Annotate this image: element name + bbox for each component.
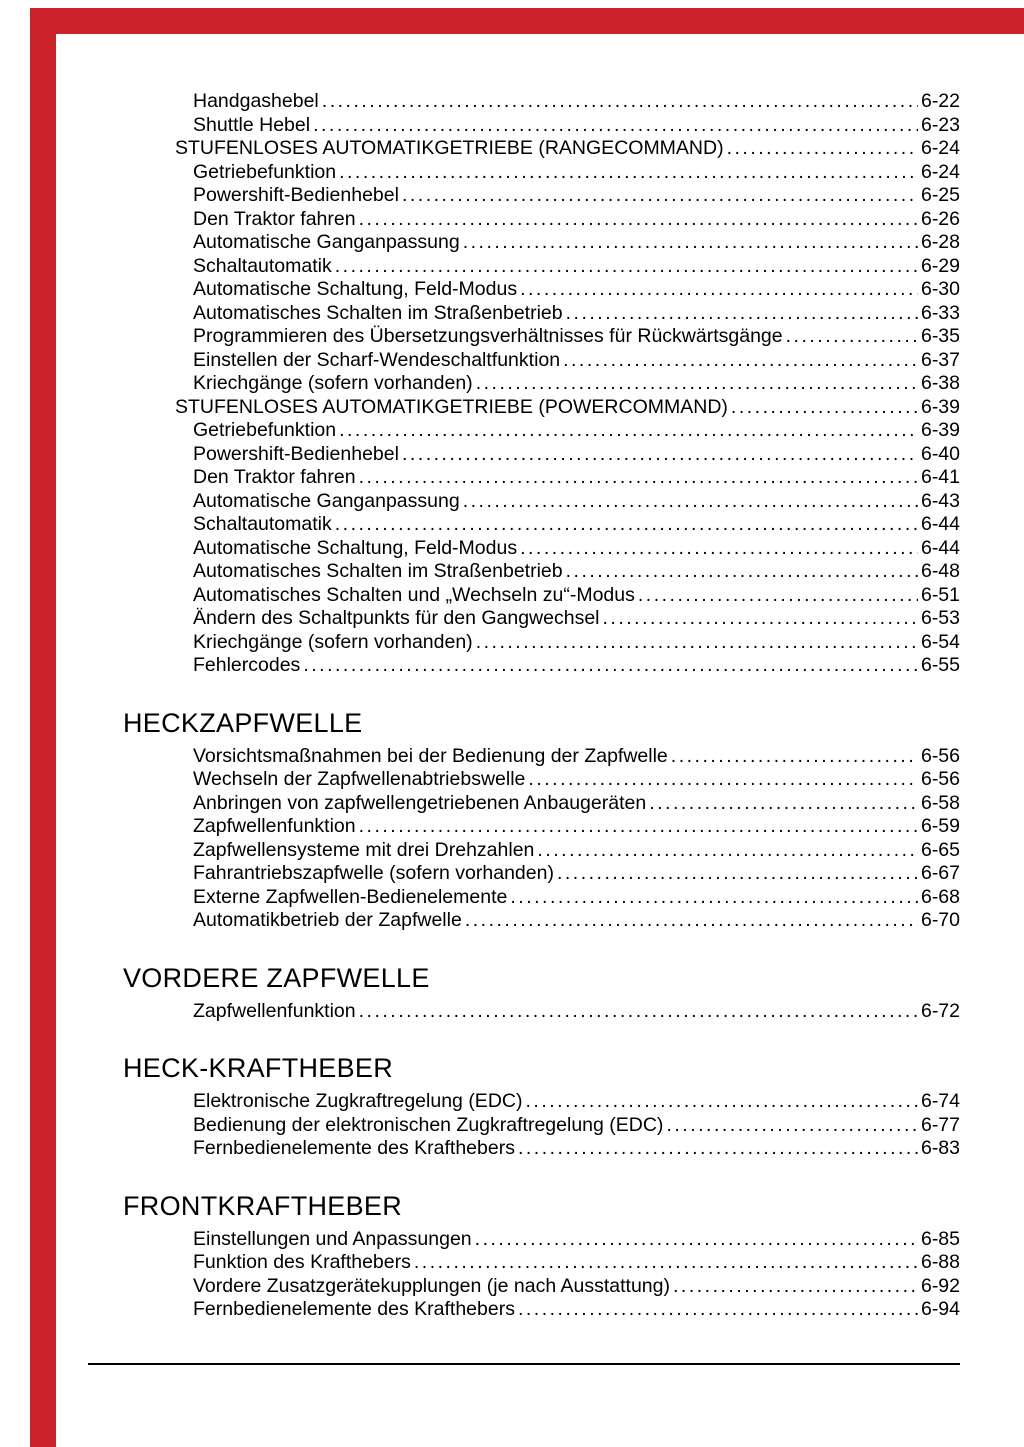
toc-entry bbox=[123, 1275, 960, 1299]
toc-entry-page: 6-68 bbox=[920, 885, 960, 908]
dot-leader bbox=[525, 1090, 917, 1114]
dot-leader bbox=[402, 443, 918, 467]
toc-entry bbox=[123, 419, 960, 443]
dot-leader bbox=[339, 161, 918, 185]
toc-entry-page: 6-58 bbox=[920, 791, 960, 814]
dot-leader bbox=[518, 1298, 918, 1322]
toc-entry-label: Fahrantriebszapfwelle (sofern vorhanden) bbox=[193, 862, 554, 884]
toc-entry bbox=[123, 886, 960, 910]
toc-entry-page: 6-77 bbox=[920, 1113, 960, 1136]
toc-entry-label: STUFENLOSES AUTOMATIKGETRIEBE (RANGECOMMAND) bbox=[175, 137, 724, 159]
toc-entry-label: Fehlercodes bbox=[193, 654, 301, 676]
dot-leader bbox=[557, 862, 918, 886]
toc-entry-label: Automatische Schaltung, Feld-Modus bbox=[193, 278, 518, 300]
dot-leader bbox=[476, 372, 918, 396]
toc-entry-page: 6-26 bbox=[920, 207, 960, 230]
toc-entry-page: 6-44 bbox=[920, 513, 960, 535]
toc-entry bbox=[123, 1114, 960, 1138]
toc-entry bbox=[123, 490, 960, 514]
dot-leader bbox=[518, 1137, 918, 1161]
toc-entry-label: Zapfwellenfunktion bbox=[193, 815, 356, 837]
toc-entry-page: 6-54 bbox=[920, 630, 960, 653]
toc-entry-page: 6-37 bbox=[920, 348, 960, 371]
dot-leader bbox=[313, 114, 918, 138]
toc-entry bbox=[123, 909, 960, 933]
toc-section bbox=[123, 963, 960, 1024]
dot-leader bbox=[731, 396, 918, 420]
toc-entry bbox=[123, 1298, 960, 1322]
toc-entry-label: Bedienung der elektronischen Zugkraftregelung (EDC) bbox=[193, 1113, 664, 1136]
toc-entry-label: STUFENLOSES AUTOMATIKGETRIEBE (POWERCOMMAND) bbox=[175, 395, 728, 418]
bottom-rule bbox=[88, 1363, 960, 1365]
toc-entry-page: 6-28 bbox=[920, 231, 960, 253]
section-heading: HECK-KRAFTHEBER bbox=[123, 1053, 394, 1083]
toc-entry-label: Den Traktor fahren bbox=[193, 466, 356, 488]
toc-entry bbox=[123, 768, 960, 792]
table-of-contents bbox=[123, 90, 960, 1322]
toc-entry-label: Automatisches Schalten im Straßenbetrieb bbox=[193, 560, 563, 582]
toc-entry-page: 6-51 bbox=[920, 583, 960, 606]
dot-leader bbox=[476, 631, 918, 655]
dot-leader bbox=[339, 419, 918, 443]
toc-entry bbox=[123, 1251, 960, 1275]
dot-leader bbox=[335, 255, 918, 279]
dot-leader bbox=[727, 137, 918, 161]
toc-entry-page: 6-24 bbox=[920, 160, 960, 183]
dot-leader bbox=[528, 768, 918, 792]
toc-entry-label: Einstellen der Scharf-Wendeschaltfunktion bbox=[193, 348, 561, 371]
dot-leader bbox=[359, 466, 918, 490]
toc-entry bbox=[123, 745, 960, 769]
toc-entry-label: Zapfwellensysteme mit drei Drehzahlen bbox=[193, 838, 535, 861]
toc-entry-label: Fernbedienelemente des Krafthebers bbox=[193, 1137, 515, 1159]
toc-entry-label: Getriebefunktion bbox=[193, 419, 337, 441]
toc-entry-label: Automatische Ganganpassung bbox=[193, 489, 460, 512]
toc-entry bbox=[123, 584, 960, 608]
toc-entry bbox=[123, 325, 960, 349]
toc-entry-page: 6-48 bbox=[920, 560, 960, 582]
toc-entry bbox=[123, 90, 960, 114]
toc-entry-page: 6-59 bbox=[920, 815, 960, 837]
dot-leader bbox=[322, 90, 918, 114]
section-heading: HECKZAPFWELLE bbox=[123, 707, 363, 738]
toc-entry-page: 6-33 bbox=[920, 301, 960, 324]
toc-entry-page: 6-24 bbox=[920, 137, 960, 159]
dot-leader bbox=[566, 302, 918, 326]
toc-entry bbox=[123, 466, 960, 490]
dot-leader bbox=[465, 909, 918, 933]
toc-entry bbox=[123, 208, 960, 232]
page-border-top bbox=[30, 8, 1024, 34]
dot-leader bbox=[463, 490, 918, 514]
toc-entry-label: Anbringen von zapfwellengetriebenen Anbaugeräten bbox=[193, 791, 647, 814]
toc-entry-label: Automatische Ganganpassung bbox=[193, 231, 460, 253]
toc-entry bbox=[123, 631, 960, 655]
toc-entry bbox=[123, 1090, 960, 1114]
toc-section bbox=[123, 1191, 960, 1322]
toc-entry bbox=[123, 792, 960, 816]
toc-entry-page: 6-29 bbox=[920, 254, 960, 277]
section-entries bbox=[123, 1000, 960, 1024]
toc-entry-page: 6-88 bbox=[920, 1251, 960, 1273]
toc-entry-page: 6-22 bbox=[920, 90, 960, 112]
toc-entry-page: 6-83 bbox=[920, 1137, 960, 1159]
toc-entry-page: 6-35 bbox=[920, 325, 960, 347]
dot-leader bbox=[638, 584, 918, 608]
dot-leader bbox=[566, 560, 918, 584]
toc-entry-page: 6-94 bbox=[920, 1298, 960, 1320]
toc-entry bbox=[123, 560, 960, 584]
dot-leader bbox=[563, 349, 918, 373]
toc-entry bbox=[123, 114, 960, 138]
toc-entry-label: Einstellungen und Anpassungen bbox=[193, 1227, 472, 1250]
page-border-left bbox=[30, 8, 56, 1447]
section-heading: VORDERE ZAPFWELLE bbox=[123, 962, 430, 993]
toc-entry-page: 6-56 bbox=[920, 768, 960, 790]
toc-entry-label: Den Traktor fahren bbox=[193, 207, 356, 230]
toc-entry-page: 6-39 bbox=[920, 419, 960, 441]
dot-leader bbox=[463, 231, 918, 255]
toc-entry-label: Automatisches Schalten und „Wechseln zu“-Modus bbox=[193, 583, 635, 606]
dot-leader bbox=[603, 607, 918, 631]
toc-entry-label: Automatische Schaltung, Feld-Modus bbox=[193, 536, 518, 559]
toc-entry-page: 6-40 bbox=[920, 442, 960, 465]
toc-entry-page: 6-53 bbox=[920, 607, 960, 629]
toc-entry-label: Elektronische Zugkraftregelung (EDC) bbox=[193, 1090, 523, 1112]
dot-leader bbox=[335, 513, 918, 537]
toc-entry bbox=[123, 862, 960, 886]
toc-entry-label: Handgashebel bbox=[193, 90, 319, 112]
toc-entry-page: 6-67 bbox=[920, 862, 960, 884]
toc-entry bbox=[123, 231, 960, 255]
toc-entry-label: Automatisches Schalten im Straßenbetrieb bbox=[193, 301, 563, 324]
toc-entry bbox=[123, 513, 960, 537]
toc-entry bbox=[123, 654, 960, 678]
toc-entry-page: 6-65 bbox=[920, 838, 960, 861]
toc-entry bbox=[123, 161, 960, 185]
toc-entry-label: Getriebefunktion bbox=[193, 160, 337, 183]
toc-entry bbox=[123, 1000, 960, 1024]
toc-entry bbox=[123, 372, 960, 396]
dot-leader bbox=[402, 184, 918, 208]
toc-entry-label: Vorsichtsmaßnahmen bei der Bedienung der Zapfwelle bbox=[193, 744, 668, 767]
toc-entry-label: Schaltautomatik bbox=[193, 254, 332, 277]
toc-entry-page: 6-85 bbox=[920, 1227, 960, 1250]
toc-entry-label: Externe Zapfwellen-Bedienelemente bbox=[193, 885, 508, 908]
toc-entry-page: 6-74 bbox=[920, 1090, 960, 1112]
toc-entry-label: Fernbedienelemente des Krafthebers bbox=[193, 1298, 515, 1320]
toc-entry bbox=[123, 349, 960, 373]
toc-entry-page: 6-41 bbox=[920, 466, 960, 488]
dot-leader bbox=[786, 325, 918, 349]
dot-leader bbox=[520, 537, 918, 561]
toc-entry bbox=[123, 255, 960, 279]
dot-leader bbox=[359, 815, 918, 839]
toc-entry-label: Automatikbetrieb der Zapfwelle bbox=[193, 909, 462, 931]
toc-entry-label: Zapfwellenfunktion bbox=[193, 999, 356, 1022]
toc-entry-page: 6-43 bbox=[920, 489, 960, 512]
toc-entry-page: 6-70 bbox=[920, 909, 960, 931]
toc-entry-page: 6-56 bbox=[920, 744, 960, 767]
section-heading: FRONTKRAFTHEBER bbox=[123, 1190, 403, 1221]
toc-entry-label: Kriechgänge (sofern vorhanden) bbox=[193, 372, 473, 394]
toc-entry bbox=[123, 1228, 960, 1252]
toc-entry bbox=[123, 443, 960, 467]
toc-entry-label: Wechseln der Zapfwellenabtriebswelle bbox=[193, 768, 526, 790]
toc-entry-page: 6-55 bbox=[920, 654, 960, 676]
toc-entry-label: Powershift-Bedienhebel bbox=[193, 442, 399, 465]
dot-leader bbox=[510, 886, 918, 910]
toc-entry-page: 6-23 bbox=[920, 113, 960, 136]
toc-entry bbox=[123, 839, 960, 863]
dot-leader bbox=[673, 1275, 918, 1299]
dot-leader bbox=[475, 1228, 918, 1252]
toc-entry bbox=[123, 815, 960, 839]
toc-section bbox=[123, 1053, 960, 1161]
section-entries bbox=[123, 1228, 960, 1322]
dot-leader bbox=[520, 278, 918, 302]
section-entries bbox=[123, 745, 960, 933]
section-entries bbox=[123, 1090, 960, 1161]
toc-entry-label: Schaltautomatik bbox=[193, 513, 332, 535]
toc-entry-label: Shuttle Hebel bbox=[193, 113, 311, 136]
toc-entry-page: 6-38 bbox=[920, 372, 960, 394]
toc-entry bbox=[123, 537, 960, 561]
toc-entry-label: Kriechgänge (sofern vorhanden) bbox=[193, 630, 473, 653]
toc-entry-label: Powershift-Bedienhebel bbox=[193, 184, 399, 206]
toc-entry-label: Funktion des Krafthebers bbox=[193, 1251, 411, 1273]
toc-entry-page: 6-25 bbox=[920, 184, 960, 206]
toc-entry-page: 6-30 bbox=[920, 278, 960, 300]
section-entries bbox=[123, 90, 960, 678]
dot-leader bbox=[359, 208, 918, 232]
dot-leader bbox=[666, 1114, 918, 1138]
toc-entry bbox=[123, 302, 960, 326]
toc-entry-page: 6-72 bbox=[920, 999, 960, 1022]
toc-entry-label: Vordere Zusatzgerätekupplungen (je nach Ausstattung) bbox=[193, 1274, 670, 1297]
toc-entry-page: 6-39 bbox=[920, 395, 960, 418]
dot-leader bbox=[671, 745, 918, 769]
toc-entry-label: Ändern des Schaltpunkts für den Gangwechsel bbox=[193, 607, 600, 629]
dot-leader bbox=[414, 1251, 918, 1275]
toc-section bbox=[123, 90, 960, 678]
toc-entry bbox=[123, 137, 960, 161]
toc-section bbox=[123, 708, 960, 933]
dot-leader bbox=[303, 654, 918, 678]
toc-entry-page: 6-92 bbox=[920, 1274, 960, 1297]
dot-leader bbox=[359, 1000, 918, 1024]
toc-entry bbox=[123, 278, 960, 302]
toc-entry bbox=[123, 184, 960, 208]
toc-entry-page: 6-44 bbox=[920, 536, 960, 559]
dot-leader bbox=[649, 792, 918, 816]
toc-entry-label: Programmieren des Übersetzungsverhältnisses für Rückwärtsgänge bbox=[193, 325, 783, 347]
dot-leader bbox=[537, 839, 918, 863]
toc-entry bbox=[123, 396, 960, 420]
toc-entry bbox=[123, 1137, 960, 1161]
toc-entry bbox=[123, 607, 960, 631]
